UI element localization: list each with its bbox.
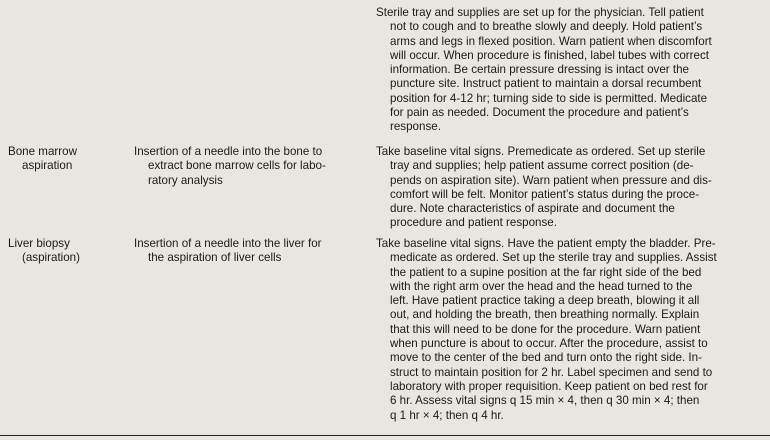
table-row-procedure: Bone marrow aspiration — [8, 145, 77, 173]
table-row-description: Insertion of a needle into the bone to extract bone marrow cells for labo- ratory analysis — [134, 145, 326, 187]
table-row-nursing-care: Take baseline vital signs. Premedicate as ordered. Set up sterile tray and supplies; help patient assume correct position (de- pends on aspiration site). Warn patient when pressure and dis- comfort will be felt. Monitor patient’s status during the proce- dure. Note characteristics of aspirate and document the procedure and patient response. — [376, 145, 712, 230]
table-row-nursing-care: Sterile tray and supplies are set up for the physician. Tell patient not to cough and to breathe slowly and deeply. Hold patient’s arms and legs in flexed position. Warn patient when discomfort will occur. When procedure is finished, label tubes with correct information. Be certain pressure dressing is intact over the puncture site. Instruct patient to maintain a dorsal recumbent position for 4-12 hr; turning side to side is permitted. Medicate for pain as needed. Document the procedure and patient’s response. — [376, 6, 712, 134]
table-bottom-rule — [0, 435, 770, 436]
table-row-nursing-care: Take baseline vital signs. Have the patient empty the bladder. Pre- medicate as ordered. Set up the sterile tray and supplies. Assist the patient to a supine position at the far right side of the bed with the right arm over the head and the head turned to the left. Have patient practice taking a deep breath, blowing it all out, and holding the breath, then breathing normally. Explain that this will need to be done for the procedure. Warn patient when puncture is about to occur. After the procedure, assist to move to the center of the bed and turn onto the right side. In- struct to maintain position for 2 hr. Label specimen and send to laboratory with proper requisition. Keep patient on bed rest for 6 hr. Assess vital signs q 15 min × 4, then q 30 min × 4; then q 1 hr × 4; then q 4 hr. — [376, 237, 717, 422]
table-row-procedure: Liver biopsy (aspiration) — [8, 237, 80, 265]
table-row-description: Insertion of a needle into the liver for the aspiration of liver cells — [134, 237, 322, 265]
